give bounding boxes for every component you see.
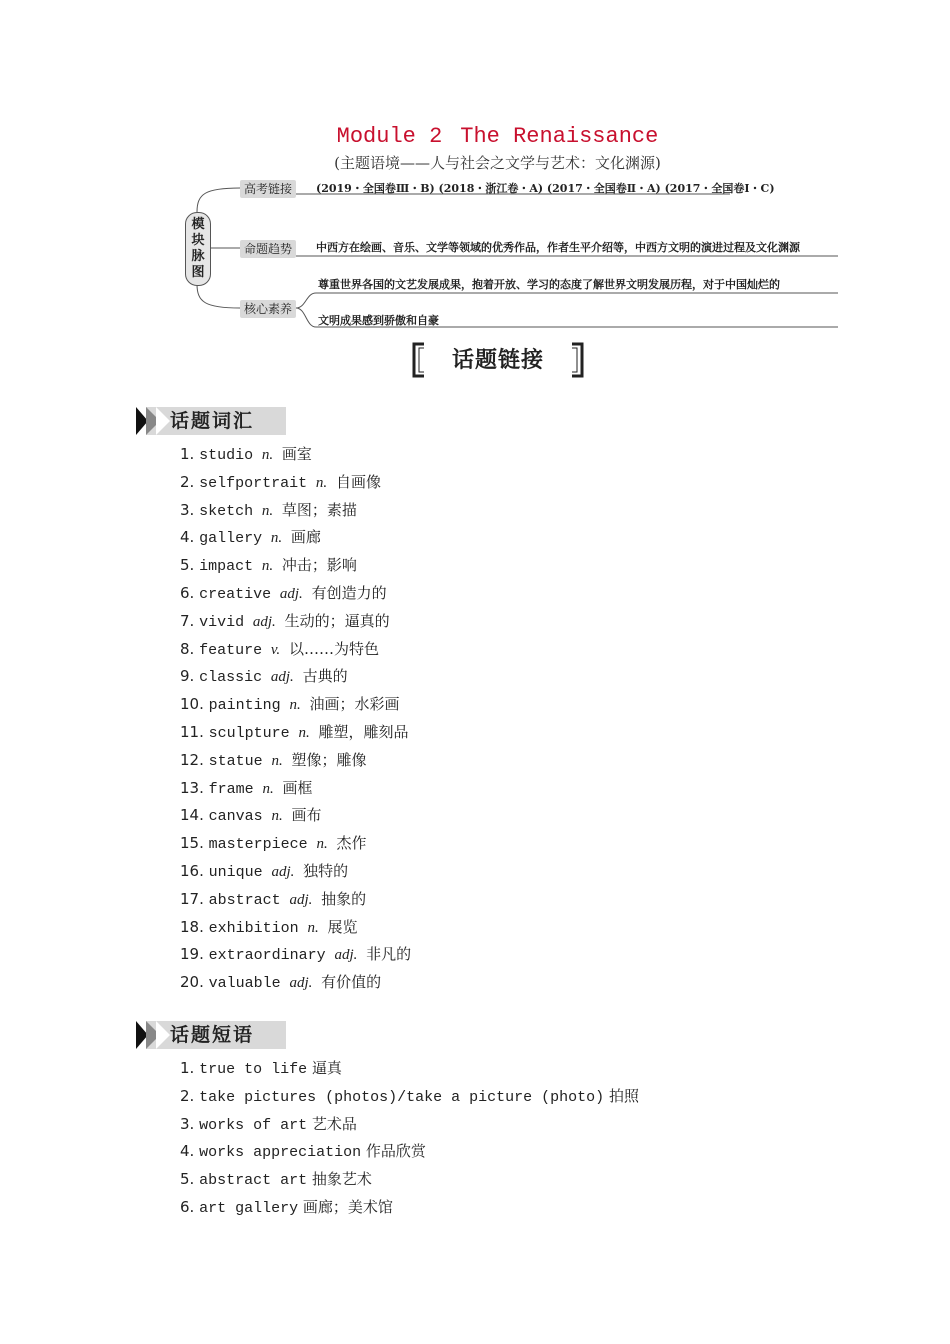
list-item: 17. abstract adj. 抽象的 [180, 889, 367, 909]
mindmap-branch-gaokao: 高考链接 [240, 180, 296, 198]
vocab-header-text: 话题词汇 [170, 410, 255, 432]
mindmap-root-char: 块 [191, 233, 205, 248]
list-item: 10. painting n. 油画；水彩画 [180, 695, 400, 715]
list-item: 6. creative adj. 有创造力的 [180, 583, 387, 603]
module-name: The Renaissance [460, 124, 659, 149]
mindmap-text-literacy-1: 尊重世界各国的文艺发展成果，抱着开放、学习的态度了解世界文明发展历程，对于中国灿烂的 [318, 278, 780, 291]
mindmap-text-gaokao: (2019・全国卷Ⅲ・B) (2018・浙江卷・A) (2017・全国卷Ⅱ・A) (2017・全国卷Ⅰ・C) [316, 182, 775, 195]
phrases-header-text: 话题短语 [170, 1024, 255, 1046]
list-item: 7. vivid adj. 生动的；逼真的 [180, 611, 390, 631]
list-item: 12. statue n. 塑像；雕像 [180, 750, 367, 770]
mindmap-root-char: 脉 [191, 249, 205, 264]
list-item: 3. works of art 艺术品 [180, 1114, 357, 1134]
phrases-header [136, 1021, 286, 1049]
list-item: 2. selfportrait n. 自画像 [180, 472, 381, 492]
list-item: 9. classic adj. 古典的 [180, 667, 348, 687]
list-item: 4. gallery n. 画廊 [180, 528, 321, 548]
phrase-list [180, 1055, 639, 1222]
vocab-header [136, 407, 286, 435]
list-item: 13. frame n. 画框 [180, 778, 313, 798]
list-item: 8. feature v. 以……为特色 [180, 639, 379, 659]
list-item: 1. true to life 逼真 [180, 1059, 342, 1078]
list-item: 5. impact n. 冲击；影响 [180, 556, 357, 576]
mindmap-text-trend: 中西方在绘画、音乐、文学等领域的优秀作品，作者生平介绍等，中西方文明的演进过程及文化渊源 [316, 241, 800, 254]
section-banner-text: 话题链接 [451, 347, 544, 373]
list-item: 18. exhibition n. 展览 [180, 917, 358, 937]
list-item: 19. extraordinary adj. 非凡的 [180, 945, 412, 965]
section-banner [410, 342, 586, 378]
list-item: 11. sculpture n. 雕塑，雕刻品 [180, 722, 409, 742]
page-subtitle: (主题语境——人与社会之文学与艺术：文化渊源) [334, 154, 661, 172]
list-item: 4. works appreciation 作品欣赏 [180, 1142, 426, 1162]
list-item: 2. take pictures (photos)/take a picture (photo) 拍照 [180, 1086, 639, 1106]
mindmap-text-literacy-2: 文明成果感到骄傲和自豪 [318, 314, 439, 327]
list-item: 6. art gallery 画廊；美术馆 [180, 1197, 393, 1217]
mindmap-root [185, 212, 211, 286]
list-item: 20. valuable adj. 有价值的 [180, 973, 382, 993]
mindmap-branch-literacy: 核心素养 [240, 300, 296, 318]
mindmap-root-char: 模 [191, 217, 205, 232]
list-item: 15. masterpiece n. 杰作 [180, 834, 367, 854]
vocab-list [180, 441, 411, 997]
list-item: 1. studio n. 画室 [180, 445, 312, 464]
list-item: 3. sketch n. 草图；素描 [180, 500, 357, 520]
list-item: 16. unique adj. 独特的 [180, 861, 349, 881]
module-number: Module 2 [336, 124, 443, 149]
list-item: 14. canvas n. 画布 [180, 806, 322, 826]
list-item: 5. abstract art 抽象艺术 [180, 1170, 372, 1190]
mindmap-root-char: 图 [191, 265, 205, 280]
mindmap-branch-trend: 命题趋势 [240, 240, 296, 258]
